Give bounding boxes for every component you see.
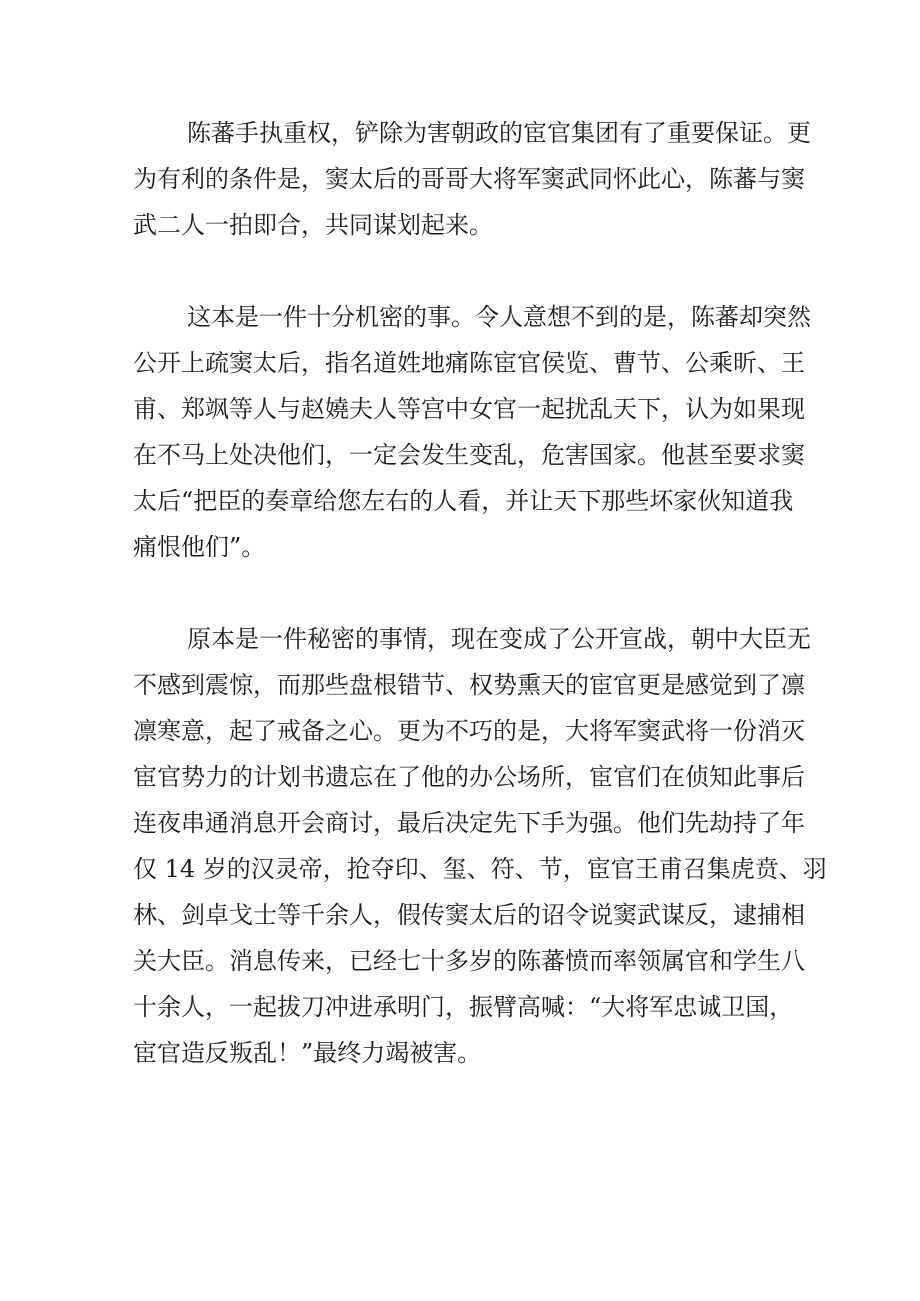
text-line: 武二人一拍即合，共同谋划起来。 (133, 211, 493, 239)
text-line: 原本是一件秘密的事情，现在变成了公开宣战，朝中大臣无 (187, 625, 811, 653)
paragraph-3 (133, 616, 827, 1076)
text-line: 痛恨他们”。 (133, 533, 266, 561)
text-line: 太后“把臣的奏章给您左右的人看，并让天下那些坏家伙知道我 (133, 487, 794, 515)
text-line: 为有利的条件是，窦太后的哥哥大将军窦武同怀此心，陈蕃与窦 (133, 165, 805, 193)
paragraph-2 (133, 294, 811, 570)
text-line: 林、剑卓戈士等千余人，假传窦太后的诏令说窦武谋反，逮捕相 (133, 901, 805, 929)
text-line: 甫、郑飒等人与赵嬈夫人等宫中女官一起扰乱天下，认为如果现 (133, 395, 805, 423)
text-line: 凛寒意，起了戒备之心。更为不巧的是，大将军窦武将一份消灭 (133, 717, 805, 745)
text-line: 这本是一件十分机密的事。令人意想不到的是，陈蕃却突然 (187, 303, 811, 331)
text-line: 连夜串通消息开会商讨，最后决定先下手为强。他们先劫持了年 (133, 809, 805, 837)
text-line: 十余人，一起拔刀冲进承明门，振臂高喊：“大将军忠诚卫国， (133, 993, 794, 1021)
text-line: 关大臣。消息传来，已经七十多岁的陈蕃愤而率领属官和学生八 (133, 947, 805, 975)
paragraph-1 (133, 110, 811, 248)
text-line: 仅 14 岁的汉灵帝，抢夺印、玺、符、节，宦官王甫召集虎贲、羽 (133, 855, 827, 883)
text-line: 公开上疏窦太后，指名道姓地痛陈宦官侯览、曹节、公乘昕、王 (133, 349, 805, 377)
text-line: 在不马上处决他们，一定会发生变乱，危害国家。他甚至要求窦 (133, 441, 805, 469)
text-line: 陈蕃手执重权，铲除为害朝政的宦官集团有了重要保证。更 (187, 119, 811, 147)
document-body (133, 110, 827, 1122)
text-line: 宦官势力的计划书遗忘在了他的办公场所，宦官们在侦知此事后 (133, 763, 805, 791)
text-line: 不感到震惊，而那些盘根错节、权势熏天的宦官更是感觉到了凛 (133, 671, 805, 699)
text-line: 宦官造反叛乱！”最终力竭被害。 (133, 1039, 482, 1067)
